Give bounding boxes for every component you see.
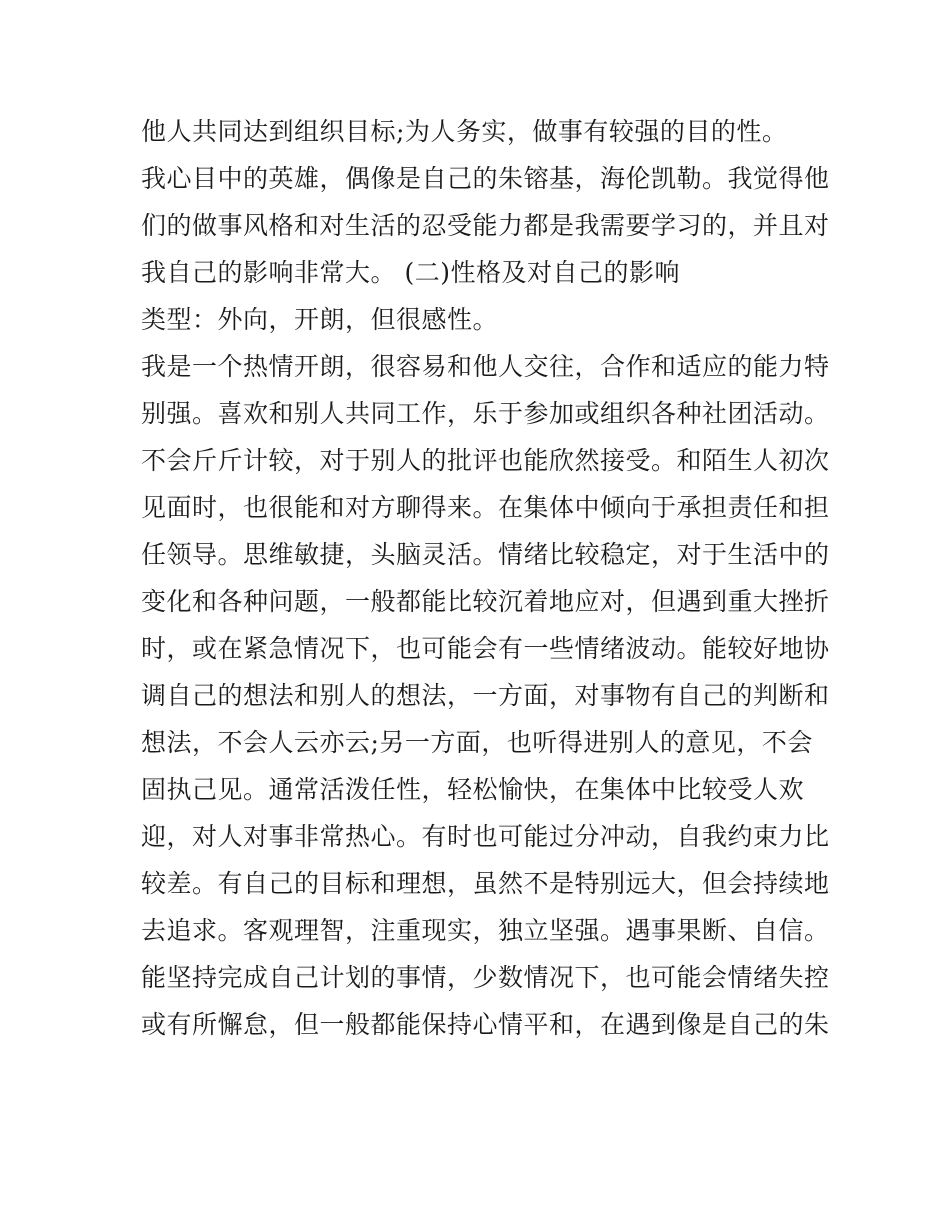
body-text xyxy=(141,108,831,1048)
text-line-18: 去追求。客观理智，注重现实，独立坚强。遇事果断、自信。 xyxy=(141,916,830,945)
text-line-8: 不会斤斤计较，对于别人的批评也能欣然接受。和陌生人初次 xyxy=(141,446,830,475)
text-line-14: 想法，不会人云亦云;另一方面，也听得进别人的意见，不会 xyxy=(141,728,813,757)
text-line-5: 类型：外向，开朗，但很感性。 xyxy=(141,305,499,334)
text-line-11: 变化和各种问题，一般都能比较沉着地应对，但遇到重大挫折 xyxy=(141,587,830,616)
text-line-10: 任领导。思维敏捷，头脑灵活。情绪比较稳定，对于生活中的 xyxy=(141,540,830,569)
text-line-2: 我心目中的英雄，偶像是自己的朱镕基，海伦凯勒。我觉得他 xyxy=(141,164,830,193)
text-line-6: 我是一个热情开朗，很容易和他人交往，合作和适应的能力特 xyxy=(141,352,830,381)
text-line-7: 别强。喜欢和别人共同工作，乐于参加或组织各种社团活动。 xyxy=(141,399,830,428)
text-line-16: 迎，对人对事非常热心。有时也可能过分冲动，自我约束力比 xyxy=(141,822,830,851)
text-line-13: 调自己的想法和别人的想法，一方面，对事物有自己的判断和 xyxy=(141,681,830,710)
text-line-17: 较差。有自己的目标和理想，虽然不是特别远大，但会持续地 xyxy=(141,869,830,898)
text-line-12: 时，或在紧急情况下，也可能会有一些情绪波动。能较好地协 xyxy=(141,634,830,663)
text-line-15: 固执己见。通常活泼任性，轻松愉快，在集体中比较受人欢 xyxy=(141,775,805,804)
text-line-9: 见面时，也很能和对方聊得来。在集体中倾向于承担责任和担 xyxy=(141,493,830,522)
text-line-4: 我自己的影响非常大。 (二)性格及对自己的影响 xyxy=(141,258,680,287)
text-line-19: 能坚持完成自己计划的事情，少数情况下，也可能会情绪失控 xyxy=(141,963,830,992)
text-line-3: 们的做事风格和对生活的忍受能力都是我需要学习的，并且对 xyxy=(141,211,830,240)
text-line-20: 或有所懈怠，但一般都能保持心情平和，在遇到像是自己的朱 xyxy=(141,1010,830,1039)
text-line-1: 他人共同达到组织目标;为人务实，做事有较强的目的性。 xyxy=(141,117,788,146)
